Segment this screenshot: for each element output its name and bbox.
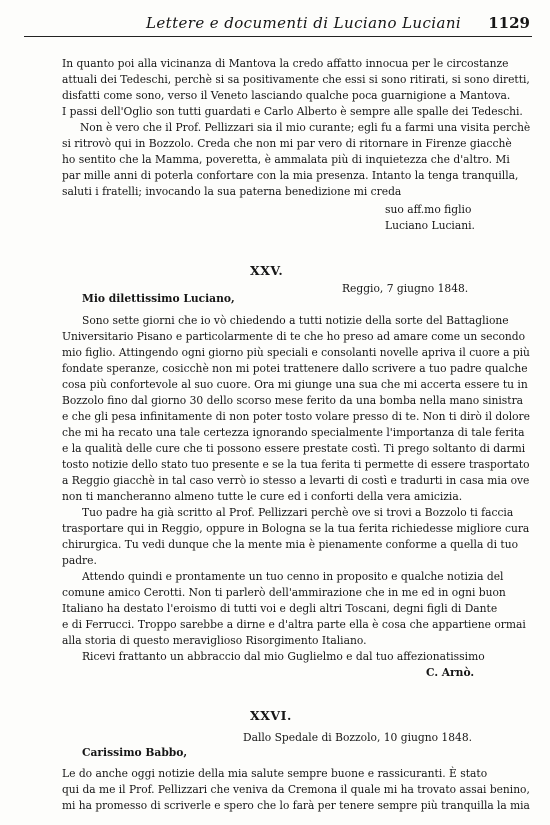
text-line: Ricevi frattanto un abbraccio dal mio Guglielmo e dal tuo affezionatissimo [82,650,485,663]
text-line: che mi ha recato una tale certezza ignorando specialmente l'importanza di tale ferita [62,426,525,439]
text-line: padre. [62,554,97,567]
salutation: Mio dilettissimo Luciano, [82,292,235,305]
text-line: e che gli pesa infinitamente di non poter tosto volare presso di te. Non ti dirò il dolore [62,410,530,423]
text-line: tosto notizie dello stato tuo presente e se la tua ferita ti permette di essere trasportato [62,458,530,471]
text-line: comune amico Cerotti. Non ti parlerò dell'ammirazione che in me ed in ogni buon [62,586,506,599]
text-line: e la qualità delle cure che ti possono essere prestate costì. Ti prego soltanto di darmi [62,442,526,455]
text-line: mi ha promesso di scriverle e spero che lo farà per tenere sempre più tranquilla la mia [62,799,530,812]
signature: Luciano Luciani. [385,219,475,232]
text-line: Le do anche oggi notizie della mia salute sempre buone e rassicuranti. È stato [62,767,488,780]
page-header [24,6,532,37]
letter-number: XXVI. [250,708,292,723]
text-line: In quanto poi alla vicinanza di Mantova la credo affatto innocua per le circostanze [62,57,509,70]
text-line: disfatti come sono, verso il Veneto lasciando qualche poca guarnigione a Mantova. [62,89,511,102]
text-line: Italiano ha destato l'eroismo di tutti voi e degli altri Toscani, degni figli di Dante [62,602,498,615]
text-line: Sono sette giorni che io vò chiedendo a tutti notizie della sorte del Battaglione [82,314,509,327]
text-line: trasportare qui in Reggio, oppure in Bologna se la tua ferita richiedesse migliore cura [62,522,530,535]
text-line: non ti mancheranno almeno tutte le cure ed i conforti della vera amicizia. [62,490,463,503]
text-line: saluti i fratelli; invocando la sua paterna benedizione mi creda [62,185,402,198]
running-head: Lettere e documenti di Luciano Luciani [146,14,462,32]
text-line: e di Ferrucci. Troppo sarebbe a dirne e d'altra parte ella è cosa che appartiene ormai [62,618,526,631]
letter-number: XXV. [250,263,284,278]
text-line: Tuo padre ha già scritto al Prof. Pellizzari perchè ove si trovi a Bozzolo ti faccia [82,506,514,519]
place-date: Reggio, 7 giugno 1848. [342,282,469,295]
salutation: Carissimo Babbo, [82,746,188,759]
text-line: Non è vero che il Prof. Pellizzari sia il mio curante; egli fu a farmi una visita perchè [80,121,531,134]
text-line: Universitario Pisano e particolarmente di te che ho preso ad amare come un secondo [62,330,526,343]
page-number: 1129 [488,14,530,32]
text-line: chirurgica. Tu vedi dunque che la mente mia è pienamente conforme a quella di tuo [62,538,519,551]
text-line: alla storia di questo meraviglioso Risorgimento Italiano. [62,634,367,647]
text-line: mio figlio. Attingendo ogni giorno più speciali e consolanti novelle apriva il cuore a più [62,346,530,359]
text-line: par mille anni di poterla confortare con la mia presenza. Intanto la tenga tranquilla, [62,169,519,182]
text-line: si ritrovò qui in Bozzolo. Creda che non mi par vero di ritornare in Firenze giacchè [62,137,512,150]
text-line: a Reggio giacchè in tal caso verrò io stesso a levarti di costì e tradurti in casa mia ove [62,474,530,487]
place-date: Dallo Spedale di Bozzolo, 10 giugno 1848. [243,731,473,744]
text-line: cosa più confortevole al suo cuore. Ora mi giunge una sua che mi accerta essere tu in [62,378,528,391]
text-line: Attendo quindi e prontamente un tuo cenno in proposito e qualche notizia del [82,570,504,583]
text-line: qui da me il Prof. Pellizzari che veniva da Cremona il quale mi ha trovato assai benino, [62,783,530,796]
signature: C. Arnò. [426,666,475,679]
text-line: I passi dell'Oglio son tutti guardati e Carlo Alberto è sempre alle spalle dei Tedeschi. [62,105,523,118]
text-line: attuali dei Tedeschi, perchè si sa positivamente che essi si sono ritirati, si sono diretti, [62,73,530,86]
closing: suo aff.mo figlio [385,203,472,216]
text-line: fondate speranze, cosicchè non mi potei trattenere dallo scrivere a tuo padre qualche [62,362,528,375]
text-line: ho sentito che la Mamma, poveretta, è ammalata più di inquietezza che d'altro. Mi [62,153,510,166]
text-line: Bozzolo fino dal giorno 30 dello scorso mese ferito da una bomba nella mano sinistra [62,394,524,407]
